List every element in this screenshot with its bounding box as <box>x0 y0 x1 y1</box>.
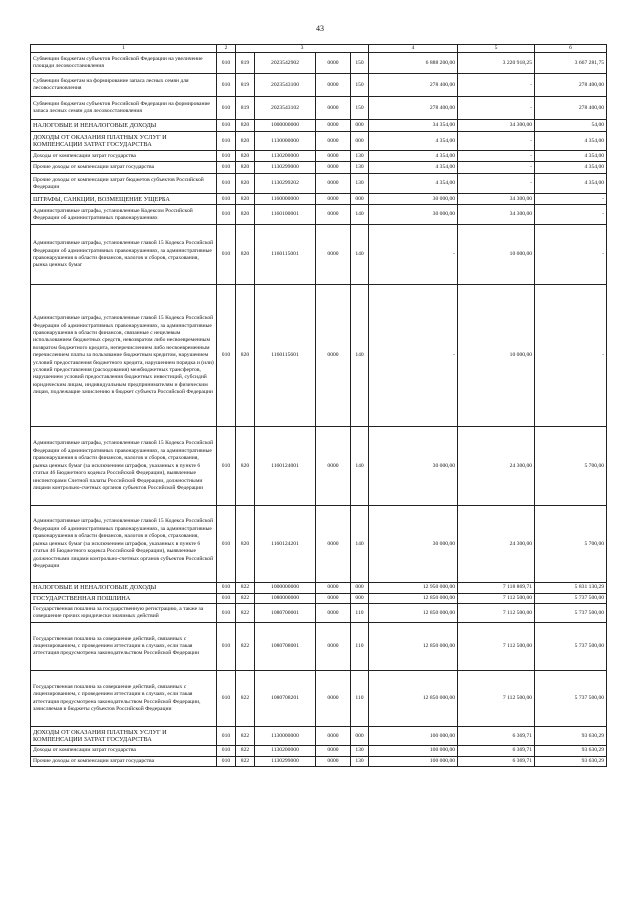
header-cell-col6: 6 <box>535 45 607 53</box>
row-chapter-cell: 010 <box>217 583 236 593</box>
row-name-cell: Доходы от компенсации затрат государства <box>31 746 217 756</box>
row-chapter-cell: 010 <box>217 174 236 194</box>
table-row <box>31 162 607 174</box>
row-value4-cell: 30 000,00 <box>369 205 458 225</box>
row-admin-cell: 820 <box>236 174 255 194</box>
table-row <box>31 604 607 623</box>
row-value6-cell: 5 737 500,00 <box>535 593 607 603</box>
row-value4-cell: 34 354,00 <box>369 120 458 132</box>
row-name-cell: Прочие доходы от компенсации затрат бюджетов субъектов Российской Федерации <box>31 174 217 194</box>
table-row <box>31 727 607 746</box>
row-name-cell: НАЛОГОВЫЕ И НЕНАЛОГОВЫЕ ДОХОДЫ <box>31 120 217 132</box>
row-code-cell: 1160115601 <box>255 285 316 427</box>
row-admin-cell: 819 <box>236 74 255 97</box>
row-subcode-cell: 0000 <box>316 53 351 74</box>
row-kosgu-cell: 110 <box>351 671 369 727</box>
row-admin-cell: 820 <box>236 427 255 506</box>
table-row <box>31 194 607 205</box>
row-subcode-cell: 0000 <box>316 604 351 623</box>
budget-revenue-table <box>30 44 607 767</box>
row-value4-cell: 100 000,00 <box>369 756 458 766</box>
row-code-cell: 1130000000 <box>255 727 316 746</box>
row-subcode-cell: 0000 <box>316 427 351 506</box>
row-name-cell: Доходы от компенсации затрат государства <box>31 151 217 162</box>
row-value4-cell: 12 850 000,00 <box>369 623 458 671</box>
row-value5-cell: - <box>458 162 535 174</box>
row-kosgu-cell: 140 <box>351 205 369 225</box>
row-name-cell: Административные штрафы, установленные главой 15 Кодекса Российской Федерации об административных правонарушениях, за административные правонарушения в области финансов, налогов и сборов, страхования, рынка ценных бумаг (за исключением штрафов, указанных в пункте 6 статьи 46 Бюджетного кодекса Российской Федерации), выявленные должностными лицами контрольно-счетных органов субъектов Российской Федерации <box>31 506 217 583</box>
table-row <box>31 671 607 727</box>
header-cell-col2: 2 <box>217 45 236 53</box>
row-name-cell: Государственная пошлина за государственную регистрацию, а также за совершение прочих юридически значимых действий <box>31 604 217 623</box>
row-code-cell: 1080708001 <box>255 623 316 671</box>
table-row <box>31 205 607 225</box>
row-admin-cell: 822 <box>236 593 255 603</box>
row-name-cell: Государственная пошлина за совершение действий, связанных с лицензированием, с проведением аттестации в случаях, если такая аттестация предусмотрена законодательством Российской Федерации, зачисляемая в бюджеты субъектов Российской Федерации <box>31 671 217 727</box>
row-value5-cell: 7 112 500,00 <box>458 623 535 671</box>
row-admin-cell: 820 <box>236 132 255 151</box>
row-value4-cell: 12 850 000,00 <box>369 671 458 727</box>
row-code-cell: 1130299202 <box>255 174 316 194</box>
row-value5-cell: 7 118 869,71 <box>458 583 535 593</box>
row-kosgu-cell: 130 <box>351 151 369 162</box>
row-value4-cell: 12 850 000,00 <box>369 604 458 623</box>
row-subcode-cell: 0000 <box>316 151 351 162</box>
row-chapter-cell: 010 <box>217 97 236 120</box>
row-subcode-cell: 0000 <box>316 174 351 194</box>
row-value4-cell: 4 354,00 <box>369 174 458 194</box>
row-chapter-cell: 010 <box>217 756 236 766</box>
row-admin-cell: 820 <box>236 205 255 225</box>
row-code-cell: 1130200000 <box>255 746 316 756</box>
row-chapter-cell: 010 <box>217 593 236 603</box>
row-value5-cell: 7 112 500,00 <box>458 593 535 603</box>
row-subcode-cell: 0000 <box>316 746 351 756</box>
row-admin-cell: 820 <box>236 285 255 427</box>
row-code-cell: 1000000000 <box>255 120 316 132</box>
row-value4-cell: 100 000,00 <box>369 727 458 746</box>
row-chapter-cell: 010 <box>217 74 236 97</box>
row-kosgu-cell: 000 <box>351 583 369 593</box>
table-row <box>31 174 607 194</box>
header-cell-code: 3 <box>236 45 369 53</box>
row-value5-cell: 3 220 918,25 <box>458 53 535 74</box>
row-subcode-cell: 0000 <box>316 583 351 593</box>
row-kosgu-cell: 000 <box>351 727 369 746</box>
row-code-cell: 2023543100 <box>255 74 316 97</box>
row-chapter-cell: 010 <box>217 285 236 427</box>
row-admin-cell: 822 <box>236 604 255 623</box>
row-value6-cell: 5 700,00 <box>535 506 607 583</box>
row-kosgu-cell: 150 <box>351 74 369 97</box>
row-value4-cell: - <box>369 225 458 285</box>
row-code-cell: 1130299000 <box>255 162 316 174</box>
row-value4-cell: 278 400,00 <box>369 74 458 97</box>
row-name-cell: Субвенции бюджетам субъектов Российской Федерации на увеличение площади лесовосстановления <box>31 53 217 74</box>
row-admin-cell: 822 <box>236 756 255 766</box>
row-code-cell: 1080708201 <box>255 671 316 727</box>
row-name-cell: Административные штрафы, установленные главой 15 Кодекса Российской Федерации об административных правонарушениях, за административные правонарушения в области финансов, налогов и сборов, страхования, рынка ценных бумаг (за исключением штрафов, указанных в пункте 6 статьи 46 Бюджетного кодекса Российской Федерации), выявленные инспекторами Счетной палаты Российской Федерации, должностными лицами контрольно-счетных органов субъектов Российской Федерации <box>31 427 217 506</box>
row-value4-cell: 6 888 200,00 <box>369 53 458 74</box>
row-admin-cell: 820 <box>236 506 255 583</box>
page-number: 43 <box>316 24 324 33</box>
row-kosgu-cell: 130 <box>351 162 369 174</box>
row-chapter-cell: 010 <box>217 604 236 623</box>
table-row <box>31 151 607 162</box>
row-code-cell: 1160115001 <box>255 225 316 285</box>
row-value5-cell: 34 300,00 <box>458 194 535 205</box>
row-value4-cell: 12 950 000,00 <box>369 583 458 593</box>
row-value5-cell: 24 300,00 <box>458 427 535 506</box>
row-kosgu-cell: 000 <box>351 132 369 151</box>
row-chapter-cell: 010 <box>217 623 236 671</box>
row-admin-cell: 820 <box>236 194 255 205</box>
table-row <box>31 225 607 285</box>
row-admin-cell: 820 <box>236 225 255 285</box>
row-chapter-cell: 010 <box>217 151 236 162</box>
row-code-cell: 2023543102 <box>255 97 316 120</box>
row-subcode-cell: 0000 <box>316 506 351 583</box>
row-value6-cell: 5 831 130,29 <box>535 583 607 593</box>
table-row <box>31 132 607 151</box>
row-value6-cell: 4 354,00 <box>535 174 607 194</box>
table-row <box>31 285 607 427</box>
row-subcode-cell: 0000 <box>316 162 351 174</box>
row-chapter-cell: 010 <box>217 427 236 506</box>
row-value5-cell: - <box>458 174 535 194</box>
row-chapter-cell: 010 <box>217 506 236 583</box>
row-chapter-cell: 010 <box>217 205 236 225</box>
row-admin-cell: 820 <box>236 162 255 174</box>
row-value5-cell: 6 369,71 <box>458 746 535 756</box>
row-admin-cell: 822 <box>236 727 255 746</box>
row-kosgu-cell: 140 <box>351 506 369 583</box>
header-cell-col5: 5 <box>458 45 535 53</box>
row-value5-cell: 34 300,00 <box>458 120 535 132</box>
row-value6-cell: 5 700,00 <box>535 427 607 506</box>
row-value6-cell: - <box>535 285 607 427</box>
row-value4-cell: 30 000,00 <box>369 194 458 205</box>
row-code-cell: 1130200000 <box>255 151 316 162</box>
row-chapter-cell: 010 <box>217 120 236 132</box>
row-value6-cell: 5 737 500,00 <box>535 671 607 727</box>
row-value6-cell: 4 354,00 <box>535 151 607 162</box>
row-kosgu-cell: 110 <box>351 623 369 671</box>
header-cell-col4: 4 <box>369 45 458 53</box>
row-value4-cell: 100 000,00 <box>369 746 458 756</box>
row-code-cell: 1000000000 <box>255 583 316 593</box>
table-row <box>31 746 607 756</box>
row-chapter-cell: 010 <box>217 194 236 205</box>
row-subcode-cell: 0000 <box>316 285 351 427</box>
row-kosgu-cell: 130 <box>351 756 369 766</box>
row-admin-cell: 819 <box>236 97 255 120</box>
row-code-cell: 1160124001 <box>255 427 316 506</box>
row-subcode-cell: 0000 <box>316 97 351 120</box>
row-code-cell: 2023542902 <box>255 53 316 74</box>
row-name-cell: НАЛОГОВЫЕ И НЕНАЛОГОВЫЕ ДОХОДЫ <box>31 583 217 593</box>
row-value6-cell: 3 667 281,75 <box>535 53 607 74</box>
row-name-cell: Прочие доходы от компенсации затрат государства <box>31 756 217 766</box>
row-value5-cell: 34 300,00 <box>458 205 535 225</box>
row-value5-cell: 7 112 500,00 <box>458 671 535 727</box>
table-row <box>31 593 607 603</box>
row-code-cell: 1130000000 <box>255 132 316 151</box>
row-chapter-cell: 010 <box>217 746 236 756</box>
row-chapter-cell: 010 <box>217 132 236 151</box>
row-value4-cell: 4 354,00 <box>369 132 458 151</box>
row-code-cell: 1160000000 <box>255 194 316 205</box>
row-kosgu-cell: 000 <box>351 593 369 603</box>
row-value6-cell: 93 630,29 <box>535 756 607 766</box>
row-chapter-cell: 010 <box>217 671 236 727</box>
table-row <box>31 506 607 583</box>
row-subcode-cell: 0000 <box>316 593 351 603</box>
row-name-cell: Субвенции бюджетам на формирование запаса лесных семян для лесовосстановления <box>31 74 217 97</box>
row-chapter-cell: 010 <box>217 225 236 285</box>
row-admin-cell: 820 <box>236 120 255 132</box>
row-kosgu-cell: 130 <box>351 174 369 194</box>
row-value5-cell: - <box>458 151 535 162</box>
row-name-cell: ДОХОДЫ ОТ ОКАЗАНИЯ ПЛАТНЫХ УСЛУГ И КОМПЕНСАЦИИ ЗАТРАТ ГОСУДАРСТВА <box>31 727 217 746</box>
row-admin-cell: 820 <box>236 151 255 162</box>
row-name-cell: Административные штрафы, установленные Кодексом Российской Федерации об административных правонарушениях <box>31 205 217 225</box>
table-row <box>31 97 607 120</box>
row-kosgu-cell: 150 <box>351 97 369 120</box>
row-code-cell: 1160124201 <box>255 506 316 583</box>
row-value6-cell: 4 354,00 <box>535 132 607 151</box>
row-name-cell: Административные штрафы, установленные главой 15 Кодекса Российской Федерации об административных правонарушениях, за административные правонарушения в области финансов, связанные с нецелевым использованием бюджетных средств, невозвратом либо несвоевременным возвратом бюджетного кредита, неперечислением либо несвоевременным перечислением платы за пользование бюджетным кредитом, нарушением условий предоставления бюджетного кредита, нарушением порядка и (или) условий предоставления (расходования) межбюджетных трансфертов, нарушением условий предоставления бюджетных инвестиций, субсидий юридическим лицам, индивидуальным предпринимателям и физическим лицам, подлежащие зачислению в бюджет субъекта Российской Федерации <box>31 285 217 427</box>
row-subcode-cell: 0000 <box>316 120 351 132</box>
row-value6-cell: - <box>535 194 607 205</box>
row-name-cell: Субвенции бюджетам субъектов Российской Федерации на формирование запаса лесных семян для лесовосстановления <box>31 97 217 120</box>
header-cell-name: 1 <box>31 45 217 53</box>
row-admin-cell: 822 <box>236 746 255 756</box>
row-value6-cell: 278 400,00 <box>535 74 607 97</box>
table-row <box>31 53 607 74</box>
row-admin-cell: 822 <box>236 623 255 671</box>
row-subcode-cell: 0000 <box>316 194 351 205</box>
row-value4-cell: 278 400,00 <box>369 97 458 120</box>
row-name-cell: ДОХОДЫ ОТ ОКАЗАНИЯ ПЛАТНЫХ УСЛУГ И КОМПЕНСАЦИИ ЗАТРАТ ГОСУДАРСТВА <box>31 132 217 151</box>
row-value4-cell: 30 000,00 <box>369 506 458 583</box>
table-row <box>31 74 607 97</box>
row-kosgu-cell: 000 <box>351 194 369 205</box>
row-subcode-cell: 0000 <box>316 74 351 97</box>
row-code-cell: 1080000000 <box>255 593 316 603</box>
row-value6-cell: 4 354,00 <box>535 162 607 174</box>
row-name-cell: ШТРАФЫ, САНКЦИИ, ВОЗМЕЩЕНИЕ УЩЕРБА <box>31 194 217 205</box>
row-value4-cell: 12 850 000,00 <box>369 593 458 603</box>
row-value5-cell: - <box>458 132 535 151</box>
row-subcode-cell: 0000 <box>316 727 351 746</box>
row-subcode-cell: 0000 <box>316 623 351 671</box>
row-admin-cell: 819 <box>236 53 255 74</box>
row-subcode-cell: 0000 <box>316 671 351 727</box>
row-value6-cell: 54,00 <box>535 120 607 132</box>
table-row <box>31 427 607 506</box>
row-value6-cell: 278 400,00 <box>535 97 607 120</box>
column-number-header <box>31 45 607 53</box>
row-name-cell: Административные штрафы, установленные главой 15 Кодекса Российской Федерации об административных правонарушениях, за административные правонарушения в области финансов, налогов и сборов, страхования, рынка ценных бумаг <box>31 225 217 285</box>
row-value6-cell: - <box>535 225 607 285</box>
row-kosgu-cell: 110 <box>351 604 369 623</box>
table-row <box>31 623 607 671</box>
table-row <box>31 756 607 766</box>
row-value5-cell: 10 000,00 <box>458 285 535 427</box>
row-subcode-cell: 0000 <box>316 205 351 225</box>
row-kosgu-cell: 130 <box>351 746 369 756</box>
row-value5-cell: 7 112 500,00 <box>458 604 535 623</box>
row-value6-cell: 5 737 500,00 <box>535 604 607 623</box>
row-kosgu-cell: 150 <box>351 53 369 74</box>
row-value5-cell: 6 369,71 <box>458 727 535 746</box>
row-chapter-cell: 010 <box>217 162 236 174</box>
row-value5-cell: 24 300,00 <box>458 506 535 583</box>
row-kosgu-cell: 140 <box>351 285 369 427</box>
row-name-cell: Прочие доходы от компенсации затрат государства <box>31 162 217 174</box>
row-subcode-cell: 0000 <box>316 225 351 285</box>
row-value4-cell: 4 354,00 <box>369 151 458 162</box>
row-kosgu-cell: 000 <box>351 120 369 132</box>
row-value6-cell: - <box>535 205 607 225</box>
row-subcode-cell: 0000 <box>316 756 351 766</box>
row-value6-cell: 93 630,29 <box>535 727 607 746</box>
row-kosgu-cell: 140 <box>351 427 369 506</box>
row-value4-cell: - <box>369 285 458 427</box>
row-value4-cell: 30 000,00 <box>369 427 458 506</box>
row-value5-cell: - <box>458 97 535 120</box>
row-code-cell: 1160100001 <box>255 205 316 225</box>
row-name-cell: ГОСУДАРСТВЕННАЯ ПОШЛИНА <box>31 593 217 603</box>
row-subcode-cell: 0000 <box>316 132 351 151</box>
row-value5-cell: 10 000,00 <box>458 225 535 285</box>
table-row <box>31 583 607 593</box>
row-admin-cell: 822 <box>236 671 255 727</box>
row-value5-cell: - <box>458 74 535 97</box>
row-admin-cell: 822 <box>236 583 255 593</box>
row-value4-cell: 4 354,00 <box>369 162 458 174</box>
row-code-cell: 1080700001 <box>255 604 316 623</box>
row-chapter-cell: 010 <box>217 727 236 746</box>
table-row <box>31 120 607 132</box>
row-value5-cell: 6 369,71 <box>458 756 535 766</box>
row-code-cell: 1130299000 <box>255 756 316 766</box>
row-chapter-cell: 010 <box>217 53 236 74</box>
row-kosgu-cell: 140 <box>351 225 369 285</box>
row-value6-cell: 5 737 500,00 <box>535 623 607 671</box>
row-value6-cell: 93 630,29 <box>535 746 607 756</box>
row-name-cell: Государственная пошлина за совершение действий, связанных с лицензированием, с проведением аттестации в случаях, если такая аттестация предусмотрена законодательством Российской Федерации <box>31 623 217 671</box>
